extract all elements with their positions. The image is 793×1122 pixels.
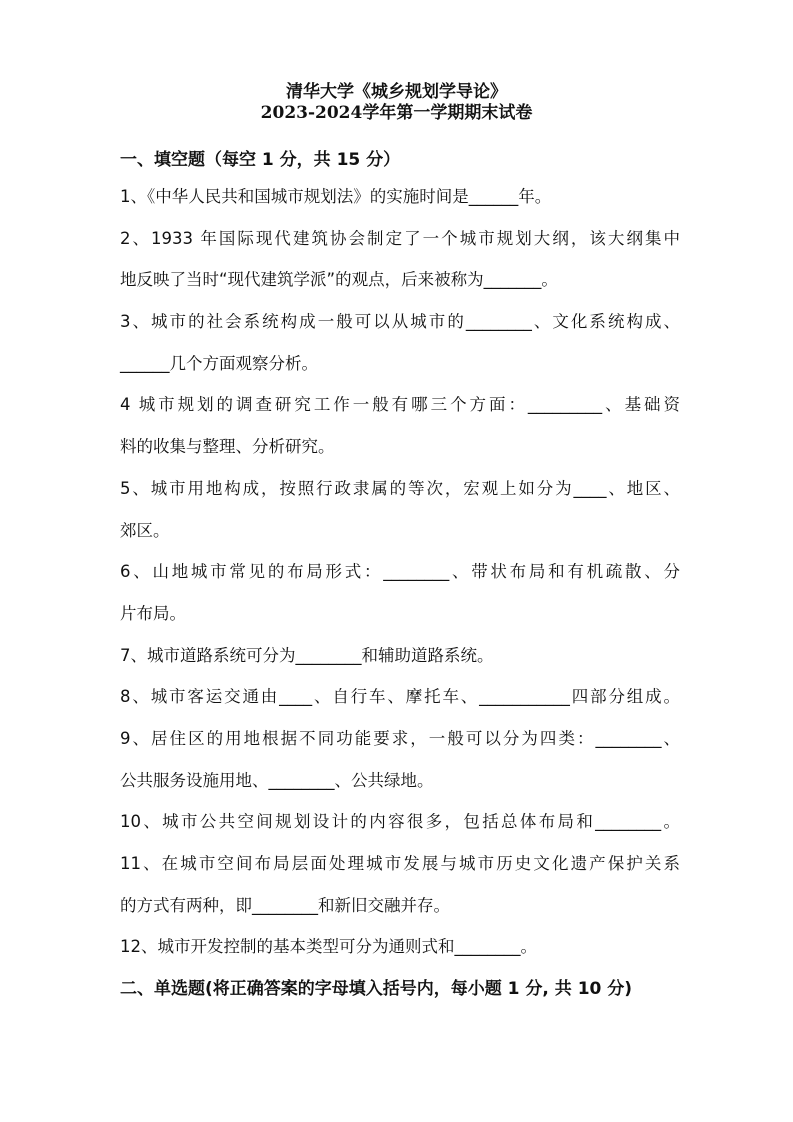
question-line: 片布局。 — [120, 603, 186, 623]
question-line: 郊区。 — [120, 520, 170, 540]
exam-subtitle: 2023-2024学年第一学期期末试卷 — [260, 103, 533, 123]
question-line: ______几个方面观察分析。 — [120, 353, 318, 373]
question-line: 4 城市规划的调查研究工作一般有哪三个方面：_________、基础资 — [120, 395, 680, 415]
question-line: 11、在城市空间布局层面处理城市发展与城市历史文化遗产保护关系 — [120, 854, 680, 873]
question-line: 料的收集与整理、分析研究。 — [120, 437, 335, 457]
section-heading-single-choice: 二、单选题(将正确答案的字母填入括号内，每小题 1 分, 共 10 分) — [120, 979, 633, 1000]
question-line: 6、山地城市常见的布局形式：________、带状布局和有机疏散、分 — [120, 562, 680, 582]
question-line: 5、城市用地构成，按照行政隶属的等次，宏观上如分为____、地区、 — [120, 478, 680, 498]
question-line: 2、1933 年国际现代建筑协会制定了一个城市规划大纲，该大纲集中 — [120, 228, 680, 248]
exam-title: 清华大学《城乡规划学导论》 — [286, 82, 507, 102]
question-line: 9、居住区的用地根据不同功能要求，一般可以分为四类：________、 — [120, 728, 680, 748]
question-line: 7、城市道路系统可分为________和辅助道路系统。 — [120, 645, 494, 665]
question-line: 的方式有两种，即________和新旧交融并存。 — [120, 895, 450, 915]
question-line: 8、城市客运交通由____、自行车、摩托车、___________四部分组成。 — [120, 687, 680, 707]
question-line: 公共服务设施用地、________、公共绿地。 — [120, 770, 434, 790]
question-line: 10、城市公共空间规划设计的内容很多，包括总体布局和________。 — [120, 812, 680, 832]
question-line: 地反映了当时“现代建筑学派”的观点，后来被称为_______。 — [120, 270, 558, 290]
question-line: 1、《中华人民共和国城市规划法》的实施时间是______年。 — [120, 187, 552, 206]
section-heading-fill-in: 一、填空题（每空 1 分，共 15 分） — [120, 150, 401, 170]
question-body — [120, 176, 680, 1011]
question-line: 3、城市的社会系统构成一般可以从城市的________、文化系统构成、 — [120, 312, 680, 332]
question-line: 12、城市开发控制的基本类型可分为通则式和________。 — [120, 937, 537, 957]
